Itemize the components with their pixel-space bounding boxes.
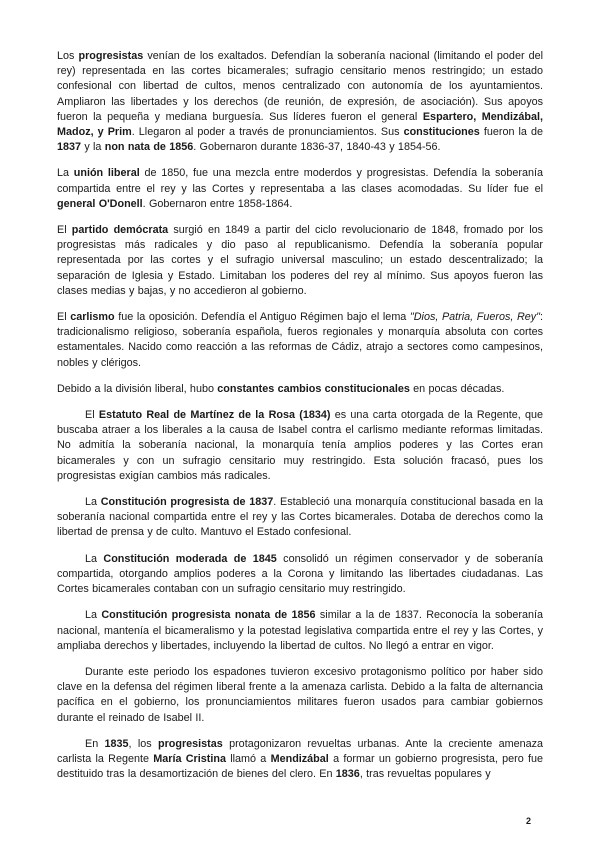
bold-text: progresistas xyxy=(157,737,223,750)
paragraph xyxy=(57,166,543,212)
text-run: y la xyxy=(81,141,105,154)
paragraph xyxy=(57,310,543,371)
bold-text: Constitución progresista nonata de 1856 xyxy=(101,609,316,622)
bold-text: 1835 xyxy=(104,737,129,750)
text-run: . Gobernaron durante 1836-37, 1840-43 y 1854-56. xyxy=(193,141,441,154)
paragraph xyxy=(57,665,543,726)
text-run: . Llegaron al poder a través de pronunciamientos. Sus xyxy=(131,126,404,139)
bold-text: carlismo xyxy=(70,311,115,324)
text-run: : tradicionalismo religioso, soberanía española, fueros regionales y monarquía absoluta con cortes estamentales. Nacido como reacción a las reformas de Cádiz, atrajo a sectores como campesinos, nobles y clérigos. xyxy=(57,311,543,369)
italic-text: "Dios, Patria, Fueros, Rey" xyxy=(409,311,540,324)
text-run: a formar un gobierno progresista, pero fue destituido tras la desamortización de bienes del clero. En xyxy=(57,752,543,781)
text-run: Debido a la división liberal, hubo xyxy=(57,382,218,395)
text-run: fue la oposición. Defendía el Antiguo Régimen bajo el lema xyxy=(114,311,410,324)
document-body xyxy=(57,49,543,782)
text-run: fueron la de xyxy=(479,126,543,139)
text-run: es una carta otorgada de la Regente, que buscaba atraer a los liberales a la causa de Isabel contra el carlismo mediante reformas limitadas. No admitía la soberanía nacional, la monarquía tenía amplios poderes y las Cortes eran bicamerales y con un sufragio censitario muy restringido. Esta solución fracasó, pues los progresistas exigían cambios más radicales. xyxy=(57,409,544,482)
bold-text: Mendizábal xyxy=(270,752,329,765)
text-run: protagonizaron revueltas urbanas. Ante la creciente amenaza carlista la Regente xyxy=(57,737,544,765)
bold-text: constantes cambios constitucionales xyxy=(217,382,410,395)
bold-text: María Cristina xyxy=(153,752,226,765)
text-run: En xyxy=(85,737,105,750)
bold-text: progresistas xyxy=(78,50,144,62)
text-run: Los xyxy=(57,50,79,62)
bold-text: non nata de 1856 xyxy=(104,141,194,154)
bold-text: 1837 xyxy=(57,141,82,154)
text-run: , los xyxy=(128,737,158,750)
text-run: El xyxy=(57,224,72,237)
text-run: , tras revueltas populares y xyxy=(359,768,491,781)
text-run: La xyxy=(85,552,104,565)
text-run: en pocas décadas. xyxy=(409,382,505,395)
paragraph xyxy=(57,49,543,155)
bold-text: constituciones xyxy=(403,126,480,139)
paragraph xyxy=(57,495,543,541)
text-run: de 1850, fue una mezcla entre moderdos y progresistas. Defendía la soberanía compartida entre el rey y las Cortes y representaba a las clases acomodadas. Su líder fue el xyxy=(57,167,543,195)
paragraph xyxy=(57,737,543,783)
paragraph xyxy=(57,382,543,397)
bold-text: Constitución moderada de 1845 xyxy=(103,552,277,565)
paragraph xyxy=(57,608,543,654)
bold-text: Estatuto Real de Martínez de la Rosa (1834) xyxy=(98,409,331,422)
text-run: . Gobernaron entre 1858-1864. xyxy=(142,197,293,210)
text-run: surgió en 1849 a partir del ciclo revolucionario de 1848, fromado por los progresistas más radicales y dio paso al republicanismo. Defendía la soberanía popular representada por las cortes y el sufragio universal masculino; un estado descentralizado; la separación de Iglesia y Estado. Limitaban los poderes del rey al mínimo. Sus apoyos fueron las clases medias y bajas, y no accedieron al gobierno. xyxy=(57,224,543,297)
text-run: similar a la de 1837. Reconocía la soberanía nacional, mantenía el bicameralismo y la potestad legislativa compartida entre el rey y las Cortes, y ampliaba derechos y libertades, incluyendo la libertad de cultos. No llegó a entrar en vigor. xyxy=(57,609,543,652)
text-run: Durante este periodo los espadones tuvieron excesivo protagonismo político por haber sido clave en la defensa del régimen liberal frente a la amenaza carlista. Debido a la falta de alternancia pacífica en el gobierno, los pronunciamientos militares fueron usados para cambiar gobiernos durante el reinado de Isabel II. xyxy=(57,665,543,724)
bold-text: unión liberal xyxy=(73,167,140,180)
text-run: El xyxy=(57,311,71,324)
text-run: venían de los exaltados. Defendían la soberanía nacional (limitando el poder del rey) representada en las cortes bicamerales; sufragio censitario menos restringido; un estado confesional con libertad de cultos, menos centralizado con autonomía de los ayuntamientos. Ampliaron las libertades y los derechos (de reunión, de expresión, de asociación). Sus apoyos fueron la pequeña y mediana burguesía. Sus líderes fueron el general xyxy=(57,50,543,123)
text-run: El xyxy=(85,409,99,422)
text-run: La xyxy=(57,167,74,180)
paragraph xyxy=(57,408,543,484)
text-run: La xyxy=(85,496,101,509)
paragraph xyxy=(57,552,543,598)
bold-text: Espartero, Mendizábal, Madoz, y Prim xyxy=(57,110,543,139)
text-run: consolidó un régimen conservador y de soberanía compartida, otorgando amplios poderes a la Corona y limitando las libertades ciudadanas. Las Cortes bicamerales contaban con un sufragio censitario muy restringido. xyxy=(57,552,544,596)
text-run: . Estableció una monarquía constitucional basada en la soberanía nacional compartida entre el rey y las Cortes bicamerales. Dotaba de derechos como la libertad de prensa y de culto. Mantuvo el Estado confesional. xyxy=(57,496,543,539)
paragraph xyxy=(57,223,543,299)
bold-text: general O'Donell xyxy=(57,197,143,210)
bold-text: partido demócrata xyxy=(71,224,169,237)
page-number: 2 xyxy=(525,816,531,826)
bold-text: Constitución progresista de 1837 xyxy=(100,496,274,509)
text-run: llamó a xyxy=(225,752,271,765)
bold-text: 1836 xyxy=(335,768,360,781)
text-run: La xyxy=(85,609,102,622)
